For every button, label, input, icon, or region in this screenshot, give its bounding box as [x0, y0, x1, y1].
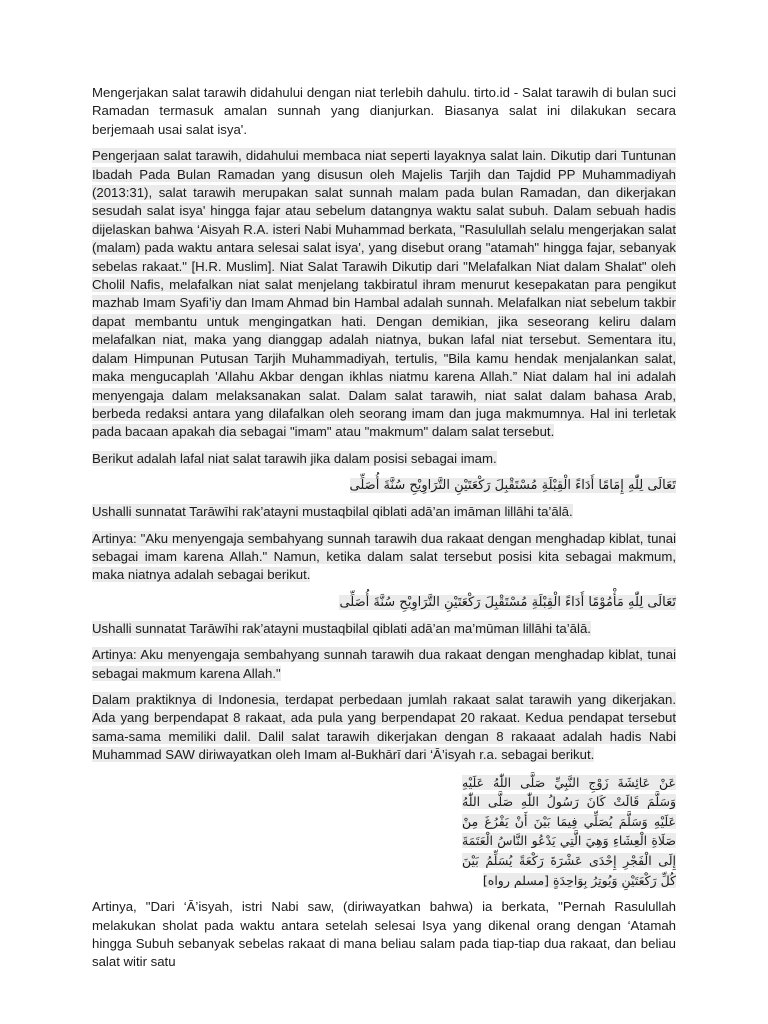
arabic-niat-imam: [92, 476, 676, 495]
arabic-hadis: [462, 773, 676, 891]
body-paragraph: [92, 147, 676, 442]
arti-niat-makmum: [92, 646, 676, 683]
praktik-paragraph: [92, 691, 676, 765]
latin-niat-imam: [92, 503, 676, 521]
imam-intro-text: Berikut adalah lafal niat salat tarawih jika dalam posisi sebagai imam.: [92, 450, 497, 466]
arti-niat-makmum-text: Artinya: Aku menyengaja sembahyang sunnah tarawih dua rakaat dengan menghadap kiblat, tunai sebagai makmum karena Allah.": [92, 647, 676, 681]
latin-niat-makmum: [92, 620, 676, 638]
arabic-niat-makmum: [92, 593, 676, 612]
arabic-niat-makmum-text: تَعَالَى لِلّٰهِ مَأْمُوْمًا أَدَاءً الْقِبْلَةِ مُسْتَقْبِلَ رَكْعَتَيْنِ التَّرَاوِيْحِ سُنَّةَ أُصَلِّى: [339, 594, 676, 610]
arti-hadis-text: Artinya, "Dari ‘Ā’isyah, istri Nabi saw, (diriwayatkan bahwa) ia berkata, "Pernah Rasulullah melakukan sholat pada waktu antara setelah selesai Isya yang dikenal orang dengan ‘Atamah hingga Subuh sebanyak sebelas rakaat di mana beliau salam pada tiap-tiap dua rakaat, dan beliau salat witir satu: [92, 899, 676, 970]
body-text: Pengerjaan salat tarawih, didahului membaca niat seperti layaknya salat lain. Dikutip dari Tuntunan Ibadah Pada Bulan Ramadan yang disusun oleh Majelis Tarjih dan Tajdid PP Muhammadiyah (2013:31), salat tarawih merupakan salat sunnah malam pada bulan Ramadan, dan dikerjakan sesudah salat isya' hingga fajar atau sebelum datangnya waktu salat subuh. Dalam sebuah hadis dijelaskan bahwa ‘Aisyah R.A. isteri Nabi Muhammad berkata, "Rasulullah selalu mengerjakan salat (malam) pada waktu antara selesai salat isya', yang disebut orang "atamah" hingga fajar, sebanyak sebelas rakaat." [H.R. Muslim]. Niat Salat Tarawih Dikutip dari "Melafalkan Niat dalam Shalat" oleh Cholil Nafis, melafalkan niat salat menjelang takbiratul ihram menurut kesepakatan para pengikut mazhab Imam Syafi’iy dan Imam Ahmad bin Hambal adalah sunnah. Melafalkan niat sebelum takbir dapat membantu untuk mengingatkan hati. Dengan demikian, jika seseorang keliru dalam melafalkan niat, maka yang dianggap adalah niatnya, bukan lafal niat tersebut. Sementara itu, dalam Himpunan Putusan Tarjih Muhammadiyah, tertulis, "Bila kamu hendak menjalankan salat, maka mengucaplah 'Allahu Akbar dengan ikhlas niatmu karena Allah.” Niat dalam hal ini adalah menyengaja dalam melaksanakan salat. Dalam salat tarawih, niat salat dalam bahasa Arab, berbeda redaksi antara yang dilafalkan oleh seorang imam dan juga makmumnya. Hal ini terletak pada bacaan apakah dia sebagai "imam" atau "makmum" dalam salat tersebut.: [92, 148, 676, 440]
arti-niat-imam-text: Artinya: "Aku menyengaja sembahyang sunnah tarawih dua rakaat dengan menghadap kiblat, tunai sebagai imam karena Allah." Namun, ketika dalam salat tersebut posisi kita sebagai makmum, maka niatnya adalah sebagai berikut.: [92, 530, 676, 583]
arti-niat-imam: [92, 530, 676, 585]
latin-niat-imam-text: Ushalli sunnatat Tarāwīhi rak’atayni mustaqbilal qiblati adā’an imāman lillāhi ta’ālā.: [92, 504, 573, 520]
imam-intro-paragraph: [92, 450, 676, 468]
latin-niat-makmum-text: Ushalli sunnatat Tarāwīhi rak’atayni mustaqbilal qiblati adā’an ma’mūman lillāhi ta’ālā.: [92, 620, 591, 636]
intro-text: Mengerjakan salat tarawih didahului dengan niat terlebih dahulu. tirto.id - Salat tarawih di bulan suci Ramadan termasuk amalan sunnah yang dianjurkan. Biasanya salat ini dilakukan secara berjemaah usai salat isya'.: [92, 85, 676, 137]
document-page: [92, 84, 676, 980]
arti-hadis: [92, 898, 676, 972]
praktik-text: Dalam praktiknya di Indonesia, terdapat perbedaan jumlah rakaat salat tarawih yang dikerjakan. Ada yang berpendapat 8 rakaat, ada pula yang berpendapat 20 rakaat. Kedua pendapat tersebut sama-sama memiliki dalil. Dalil salat tarawih dikerjakan dengan 8 rakaaat adalah hadis Nabi Muhammad SAW diriwayatkan oleh Imam al-Bukhārī dari ‘Ā’isyah r.a. sebagai berikut.: [92, 691, 676, 763]
arabic-hadis-text: عَنْ عَائِشَةَ زَوْجِ النَّبِيِّ صَلَّى اللّٰهُ عَلَيْهِ وَسَلَّمَ قَالَتْ كَانَ رَسُولُ اللّٰهِ صَلَّى اللّٰهُ عَلَيْهِ وَسَلَّمَ يُصَلِّي فِيمَا بَيْنَ أَنْ يَفْرُغَ مِنْ صَلَاةِ الْعِشَاءِ وَهِيَ الَّتِي يَدْعُو النَّاسُ الْعَتَمَةَ إِلَى الْفَجْرِ إِحْدَى عَشْرَةَ رَكْعَةً يُسَلِّمُ بَيْنَ كُلِّ رَكْعَتَيْنِ وَيُوتِرُ بِوَاحِدَةٍ [مسلم رواه]: [462, 774, 676, 888]
arabic-niat-imam-text: تَعَالَى لِلّٰهِ إِمَامًا أَدَاءً الْقِبْلَةِ مُسْتَقْبِلَ رَكْعَتَيْنِ التَّرَاوِيْحِ سُنَّةَ أُصَلِّى: [349, 478, 676, 494]
intro-paragraph: [92, 84, 676, 139]
